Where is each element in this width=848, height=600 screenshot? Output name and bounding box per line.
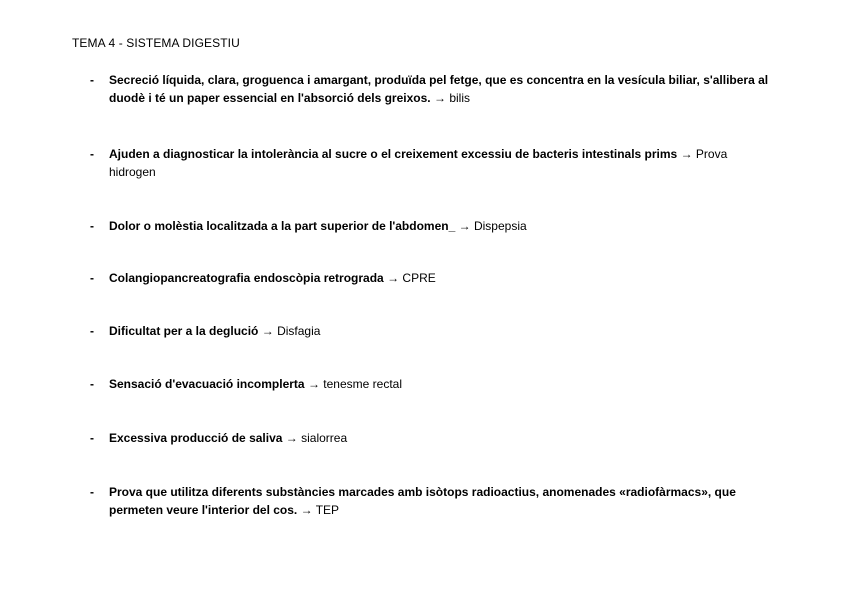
item-question: Excessiva producció de saliva: [109, 431, 283, 445]
arrow-icon: →: [387, 271, 400, 285]
item-content: [109, 269, 770, 287]
item-content: [109, 483, 770, 519]
item-content: [109, 429, 770, 447]
arrow-icon: →: [307, 377, 320, 391]
arrow-icon: →: [300, 503, 313, 517]
item-question: Dolor o molèstia localitzada a la part superior de l'abdomen_: [109, 219, 456, 233]
list-item: [90, 217, 770, 235]
item-question: Dificultat per a la deglució: [109, 324, 259, 338]
item-content: [109, 375, 770, 393]
bullet-dash: -: [90, 485, 94, 499]
bullet-dash: -: [90, 219, 94, 233]
list-item: [90, 71, 770, 107]
arrow-icon: →: [458, 219, 471, 233]
list-item: [90, 269, 770, 287]
item-content: [109, 217, 770, 235]
bullet-dash: -: [90, 73, 94, 87]
item-content: [109, 145, 770, 181]
arrow-icon: →: [285, 431, 298, 445]
bullet-dash: -: [90, 431, 94, 445]
item-answer: Prova hidrogen: [109, 147, 728, 179]
bullet-dash: -: [90, 271, 94, 285]
item-question: Secreció líquida, clara, groguenca i amargant, produïda pel fetge, que es concentra en la vesícula biliar, s'allibera al duodè i té un paper essencial en l'absorció dels greixos.: [109, 73, 769, 105]
item-answer: Dispepsia: [473, 219, 527, 233]
arrow-icon: →: [433, 91, 446, 105]
item-answer: tenesme rectal: [323, 377, 402, 391]
item-question: Ajuden a diagnosticar la intolerància al sucre o el creixement excessiu de bacteris intestinals prims: [109, 147, 678, 161]
list-item: [90, 145, 770, 181]
bullet-dash: -: [90, 324, 94, 338]
item-question: Sensació d'evacuació incomplerta: [109, 377, 305, 391]
document-title: TEMA 4 - SISTEMA DIGESTIU: [72, 36, 240, 50]
item-answer: Disfagia: [277, 324, 321, 338]
bullet-dash: -: [90, 377, 94, 391]
list-item: [90, 375, 770, 393]
list-item: [90, 429, 770, 447]
list-item: [90, 483, 770, 519]
item-question: Prova que utilitza diferents substàncies marcades amb isòtops radioactius, anomenades «radiofàrmacs», que permeten veure l'interior del cos.: [109, 485, 736, 517]
list-item: [90, 322, 770, 340]
item-answer: CPRE: [402, 271, 436, 285]
arrow-icon: →: [680, 147, 693, 161]
item-content: [109, 322, 770, 340]
arrow-icon: →: [261, 324, 274, 338]
item-answer: bilis: [449, 91, 470, 105]
item-content: [109, 71, 770, 107]
bullet-dash: -: [90, 147, 94, 161]
item-question: Colangiopancreatografia endoscòpia retrograda: [109, 271, 384, 285]
item-answer: TEP: [315, 503, 340, 517]
item-answer: sialorrea: [301, 431, 348, 445]
